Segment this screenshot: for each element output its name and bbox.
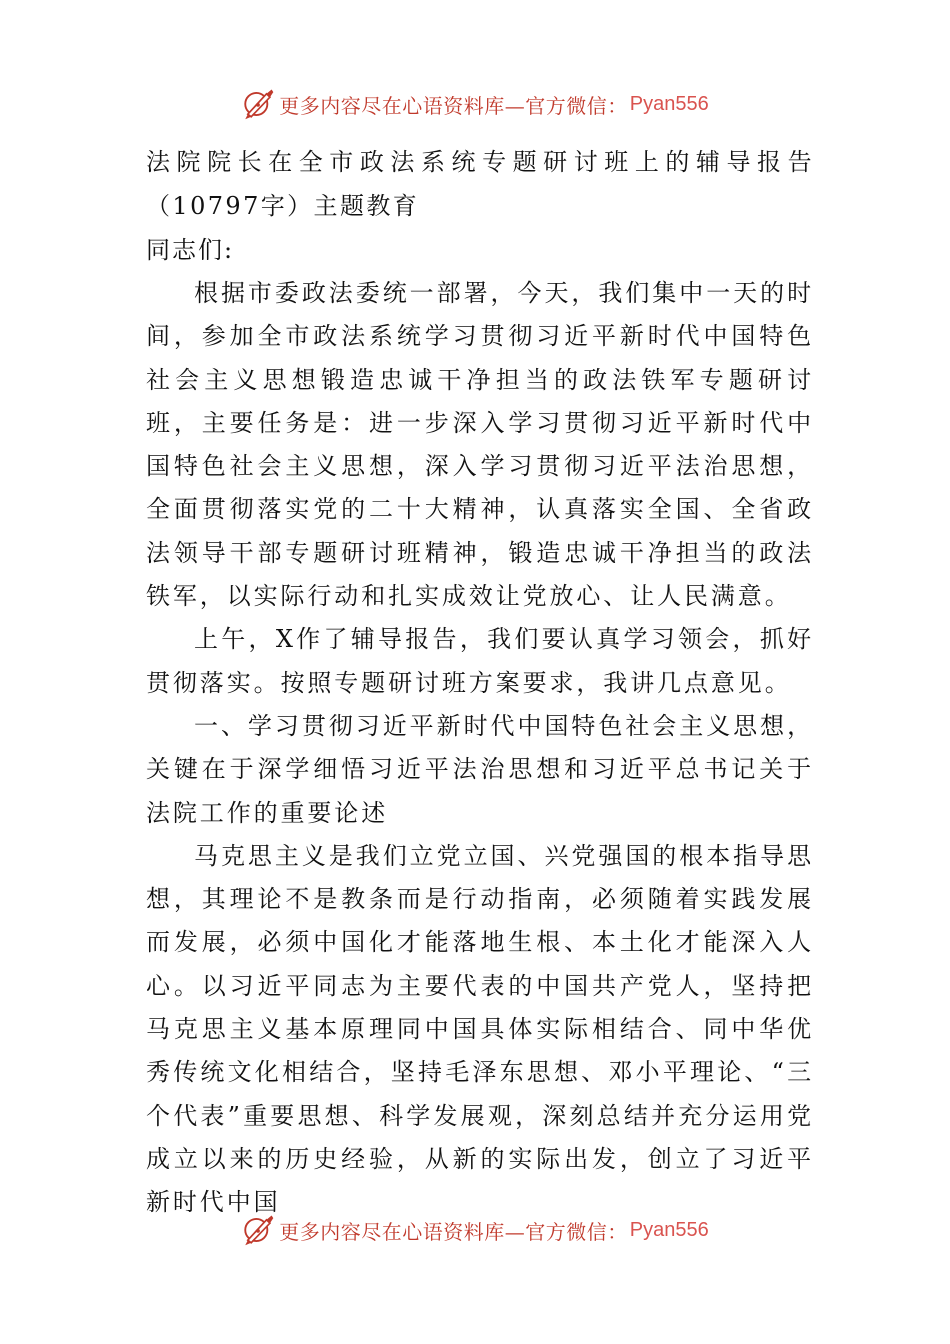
salutation: 同志们: bbox=[146, 236, 235, 264]
section-heading: 一、学习贯彻习近平新时代中国特色社会主义思想，关键在于深学细悟习近平法治思想和习近平总书记关于法院工作的重要论述 bbox=[146, 711, 814, 827]
footer-watermark-banner bbox=[0, 1210, 950, 1250]
paragraph: 上午，X作了辅导报告，我们要认真学习领会，抓好贯彻落实。按照专题研讨班方案要求，我讲几点意见。 bbox=[146, 625, 814, 697]
header-watermark-banner bbox=[0, 84, 950, 124]
document-body bbox=[146, 140, 814, 1225]
pen-nib-logo-icon bbox=[241, 1213, 275, 1247]
wechat-id: Pyan556 bbox=[629, 1218, 709, 1241]
paragraph: 马克思主义是我们立党立国、兴党强国的根本指导思想，其理论不是教条而是行动指南，必须随着实践发展而发展，必须中国化才能落地生根、本土化才能深入人心。以习近平同志为主要代表的中国共产党人，坚持把马克思主义基本原理同中国具体实际相结合、同中华优秀传统文化相结合，坚持毛泽东思想、邓小平理论、“三个代表”重要思想、科学发展观，深刻总结并充分运用党成立以来的历史经验，从新的实际出发，创立了习近平新时代中国 bbox=[146, 841, 814, 1217]
pen-nib-logo-icon bbox=[241, 87, 275, 121]
paragraph: 根据市委政法委统一部署，今天，我们集中一天的时间，参加全市政法系统学习贯彻习近平新时代中国特色社会主义思想锻造忠诚干净担当的政法铁军专题研讨班，主要任务是：进一步深入学习贯彻习近平新时代中国特色社会主义思想，深入学习贯彻习近平法治思想，全面贯彻落实党的二十大精神，认真落实全国、全省政法领导干部专题研讨班精神，锻造忠诚干净担当的政法铁军，以实际行动和扎实成效让党放心、让人民满意。 bbox=[146, 279, 814, 611]
wechat-id: Pyan556 bbox=[629, 92, 709, 115]
watermark-text: 更多内容尽在心语资料库—官方微信： bbox=[279, 93, 628, 118]
watermark-text: 更多内容尽在心语资料库—官方微信： bbox=[279, 1219, 628, 1244]
document-title: 法院院长在全市政法系统专题研讨班上的辅导报告（10797字）主题教育 bbox=[146, 148, 814, 220]
